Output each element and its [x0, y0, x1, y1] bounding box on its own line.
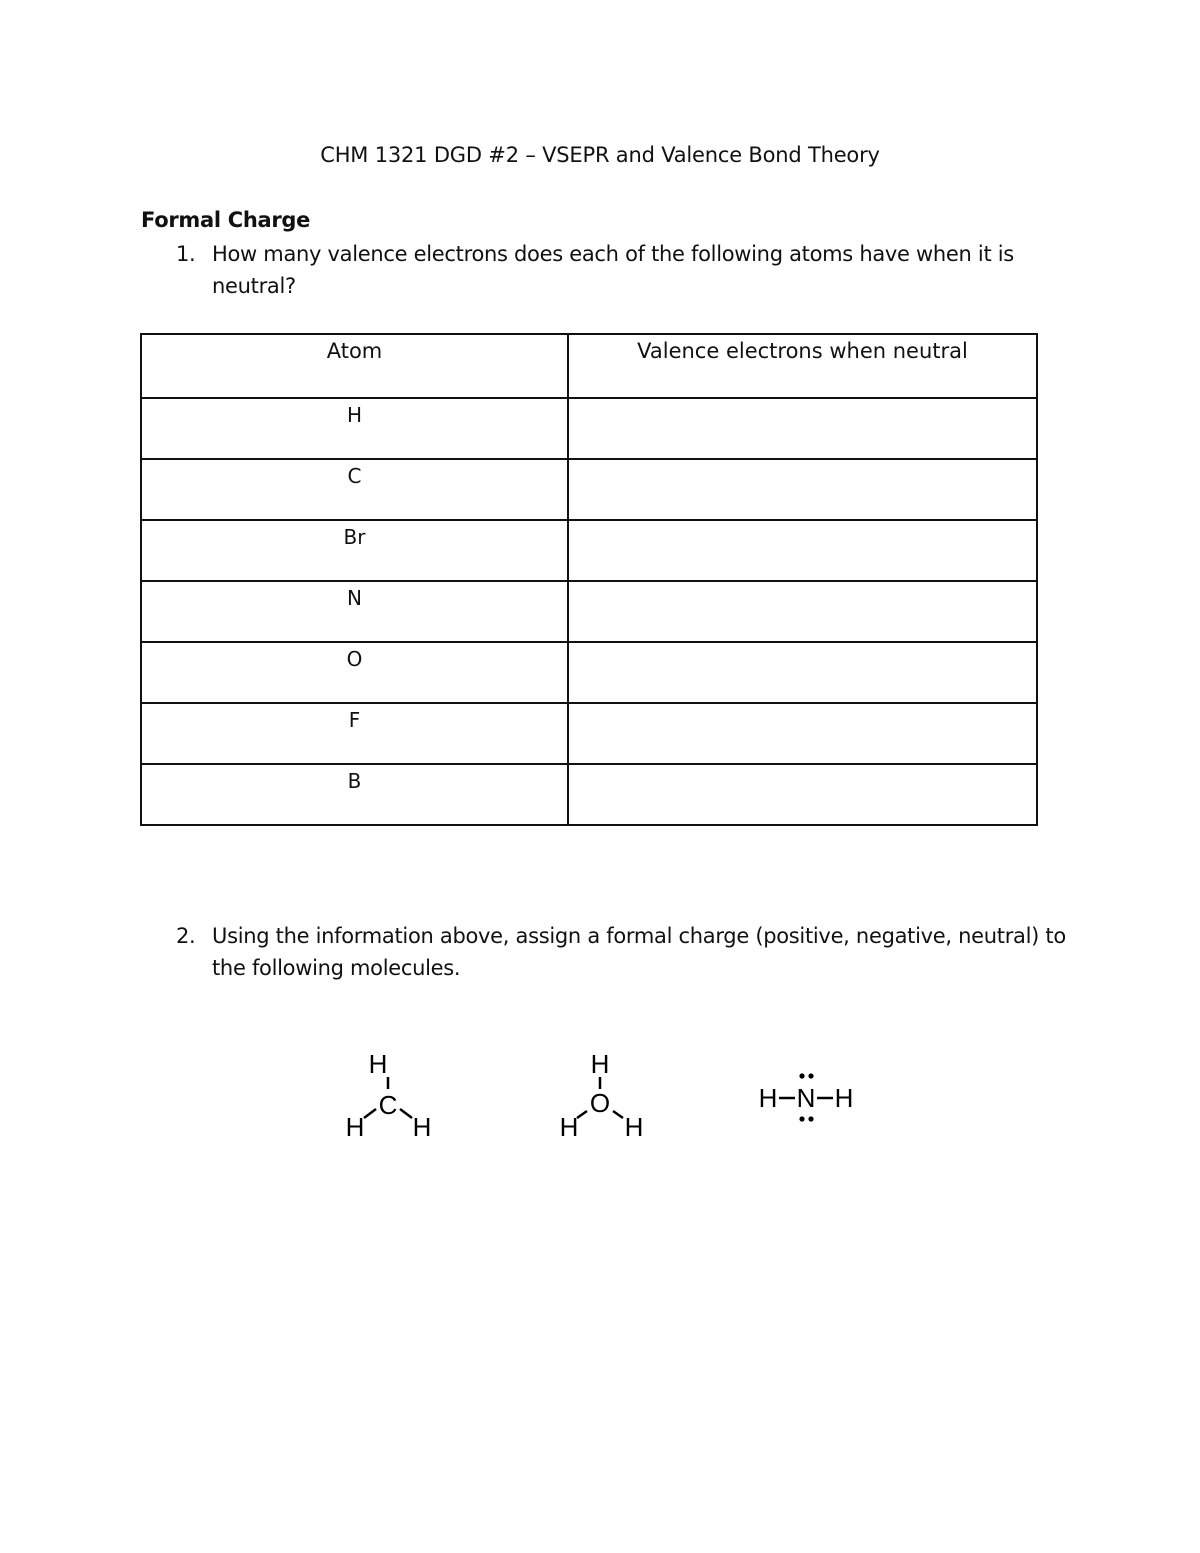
- atom-cell: Br: [141, 520, 568, 581]
- answer-cell[interactable]: [568, 642, 1037, 703]
- lone-pair-dot: [799, 1116, 804, 1121]
- atom-h-left: H: [345, 1112, 365, 1142]
- atom-h-right: H: [624, 1112, 644, 1142]
- section-heading: Formal Charge: [141, 208, 311, 232]
- atom-cell: B: [141, 764, 568, 825]
- methane-like-structure: [330, 1045, 440, 1145]
- question-text: How many valence electrons does each of the following atoms have when it is neutral?: [212, 242, 1014, 298]
- question-text: Using the information above, assign a formal charge (positive, negative, neutral) to the following molecules.: [212, 924, 1066, 980]
- answer-cell[interactable]: [568, 703, 1037, 764]
- atom-cell: N: [141, 581, 568, 642]
- table-row: [141, 459, 1037, 520]
- table-row: [141, 642, 1037, 703]
- answer-cell[interactable]: [568, 581, 1037, 642]
- table-header-row: [141, 334, 1037, 398]
- page-title: CHM 1321 DGD #2 – VSEPR and Valence Bond Theory: [320, 143, 880, 167]
- question-1: [176, 238, 1076, 302]
- question-number: 2.: [176, 924, 196, 948]
- water-like-structure: [545, 1045, 655, 1145]
- atom-cell: O: [141, 642, 568, 703]
- question-number: 1.: [176, 242, 196, 266]
- atom-cell: C: [141, 459, 568, 520]
- table-row: [141, 398, 1037, 459]
- atom-h-right: H: [834, 1083, 854, 1113]
- atom-n-center: N: [796, 1083, 816, 1113]
- table-row: [141, 703, 1037, 764]
- question-2: [176, 920, 1076, 984]
- valence-electrons-table: [140, 333, 1038, 826]
- answer-cell[interactable]: [568, 459, 1037, 520]
- atom-h-left: H: [559, 1112, 579, 1142]
- table-header-atom: Atom: [141, 334, 568, 398]
- table-header-valence: Valence electrons when neutral: [568, 334, 1037, 398]
- atom-cell: H: [141, 398, 568, 459]
- atom-h-right: H: [412, 1112, 432, 1142]
- table-row: [141, 520, 1037, 581]
- atom-c-center: C: [378, 1090, 398, 1120]
- lone-pair-dot: [799, 1073, 804, 1078]
- atom-h-top: H: [590, 1049, 610, 1079]
- atom-cell: F: [141, 703, 568, 764]
- bond-line: [613, 1111, 623, 1118]
- bond-line: [364, 1109, 376, 1118]
- bond-line: [577, 1111, 587, 1118]
- atom-h-left: H: [758, 1083, 778, 1113]
- bond-line: [400, 1109, 412, 1118]
- atom-o-center: O: [589, 1088, 611, 1118]
- lone-pair-dot: [808, 1073, 813, 1078]
- table-row: [141, 764, 1037, 825]
- amide-like-structure: [748, 1045, 868, 1145]
- molecule-structures: [0, 1045, 1200, 1155]
- answer-cell[interactable]: [568, 398, 1037, 459]
- atom-h-top: H: [368, 1049, 388, 1079]
- lone-pair-dot: [808, 1116, 813, 1121]
- answer-cell[interactable]: [568, 520, 1037, 581]
- answer-cell[interactable]: [568, 764, 1037, 825]
- table-row: [141, 581, 1037, 642]
